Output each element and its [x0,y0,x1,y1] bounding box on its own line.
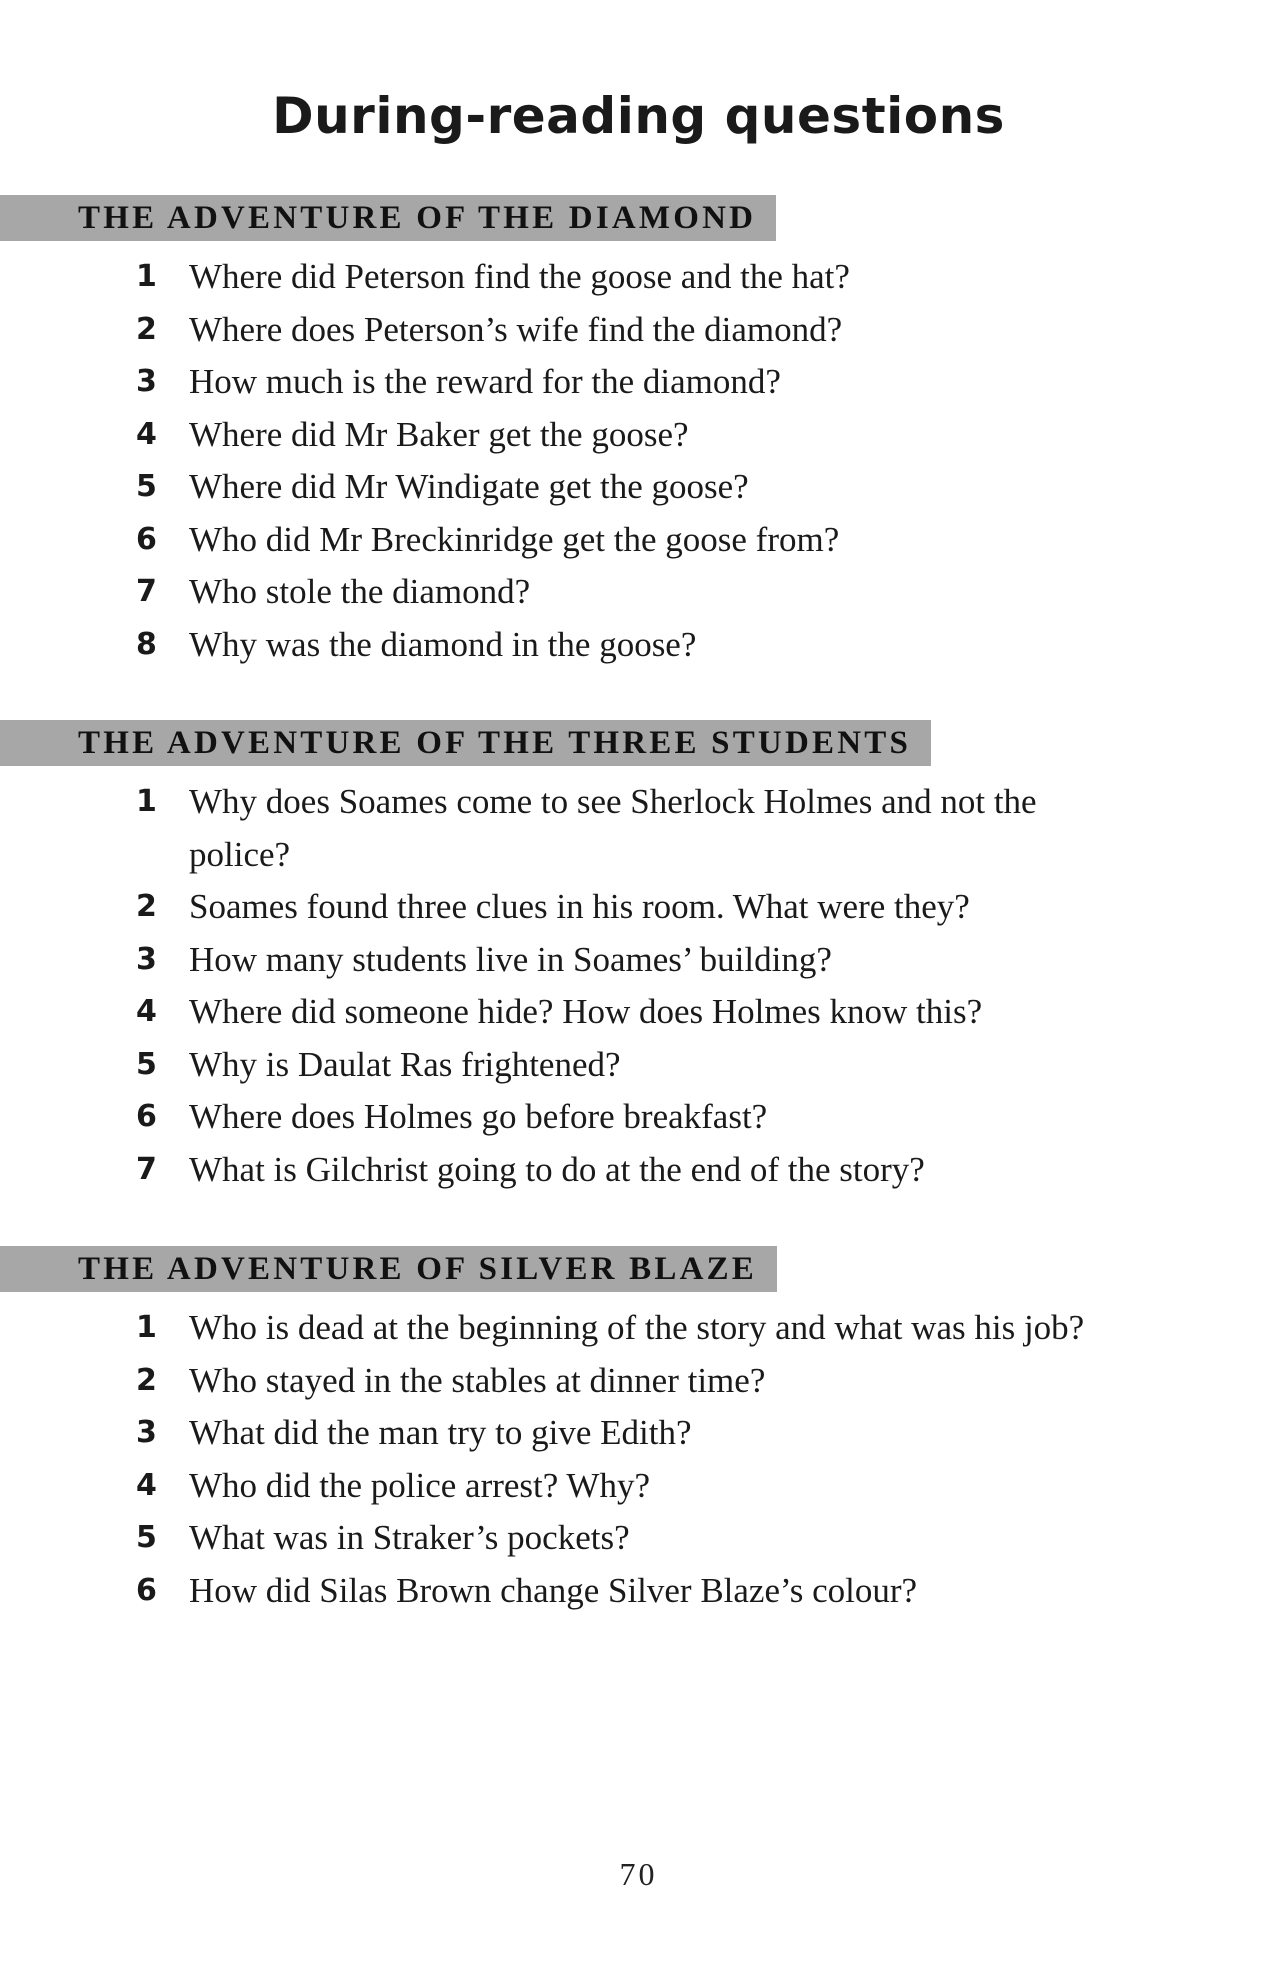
question-item [0,881,1100,934]
page-number: 70 [619,1856,658,1892]
section-header: THE ADVENTURE OF THE DIAMOND [0,195,776,241]
question-item [0,1460,1100,1513]
question-list [0,776,1277,1196]
question-number: 1 [136,784,157,819]
question-text: Where did Mr Baker get the goose? [189,414,689,454]
question-text: Soames found three clues in his room. What were they? [189,887,970,926]
question-text: Who is dead at the beginning of the story and what was his job? [189,1308,1085,1347]
question-item [0,1355,1100,1408]
question-item [0,566,1100,619]
question-number: 5 [136,469,157,504]
question-item [0,1302,1100,1355]
question-item [0,1512,1100,1565]
question-item [0,619,1100,672]
question-item [0,409,1100,462]
section-header: THE ADVENTURE OF SILVER BLAZE [0,1246,777,1292]
question-item [0,1407,1100,1460]
question-item [0,1039,1100,1092]
question-text: Who did Mr Breckinridge get the goose from? [189,519,840,559]
question-text: Who stayed in the stables at dinner time? [189,1360,766,1400]
question-number: 3 [136,364,157,399]
question-number: 1 [136,1310,157,1345]
question-text: What is Gilchrist going to do at the end of the story? [189,1149,925,1189]
question-item [0,934,1100,987]
question-text: What did the man try to give Edith? [189,1413,692,1452]
question-item [0,251,1100,304]
question-number: 3 [136,941,157,977]
question-text: Where does Holmes go before breakfast? [189,1097,768,1136]
question-number: 1 [136,259,157,294]
question-text: Where did Peterson find the goose and the hat? [189,257,850,296]
page-title: During-reading questions [272,87,1005,145]
question-number: 6 [136,1099,157,1134]
question-text: Why does Soames come to see Sherlock Holmes and not the police? [189,782,1037,874]
question-number: 5 [136,1520,157,1555]
question-item [0,1091,1100,1144]
question-item [0,461,1100,514]
question-number: 2 [136,311,157,347]
question-text: Who stole the diamond? [189,572,531,611]
question-item [0,1565,1100,1618]
question-text: What was in Straker’s pockets? [189,1518,630,1557]
question-number: 4 [136,994,157,1029]
question-text: How much is the reward for the diamond? [189,362,781,401]
question-number: 2 [136,889,157,924]
question-text: Where did Mr Windigate get the goose? [189,467,749,506]
question-text: How many students live in Soames’ building? [189,939,832,979]
question-text: Who did the police arrest? Why? [189,1465,650,1505]
question-number: 8 [136,626,157,662]
question-list [0,251,1277,671]
question-number: 6 [136,521,157,557]
question-number: 2 [136,1362,157,1398]
section-silver-blaze [0,1246,1277,1617]
question-number: 4 [136,416,157,452]
question-item [0,986,1100,1039]
question-number: 3 [136,1415,157,1450]
question-number: 5 [136,1046,157,1082]
question-text: How did Silas Brown change Silver Blaze’s colour? [189,1570,918,1610]
question-number: 7 [136,1151,157,1187]
question-item [0,1144,1100,1197]
question-text: Where did someone hide? How does Holmes know this? [189,992,983,1031]
section-diamond [0,195,1277,671]
question-list [0,1302,1277,1617]
question-item [0,514,1100,567]
question-item [0,304,1100,357]
question-item [0,776,1100,881]
question-text: Why was the diamond in the goose? [189,624,697,664]
question-text: Why is Daulat Ras frightened? [189,1044,621,1084]
question-number: 4 [136,1467,157,1503]
section-three-students [0,720,1277,1196]
question-item [0,356,1100,409]
question-number: 7 [136,574,157,609]
section-header: THE ADVENTURE OF THE THREE STUDENTS [0,720,931,766]
question-number: 6 [136,1572,157,1608]
question-text: Where does Peterson’s wife find the diamond? [189,309,843,349]
